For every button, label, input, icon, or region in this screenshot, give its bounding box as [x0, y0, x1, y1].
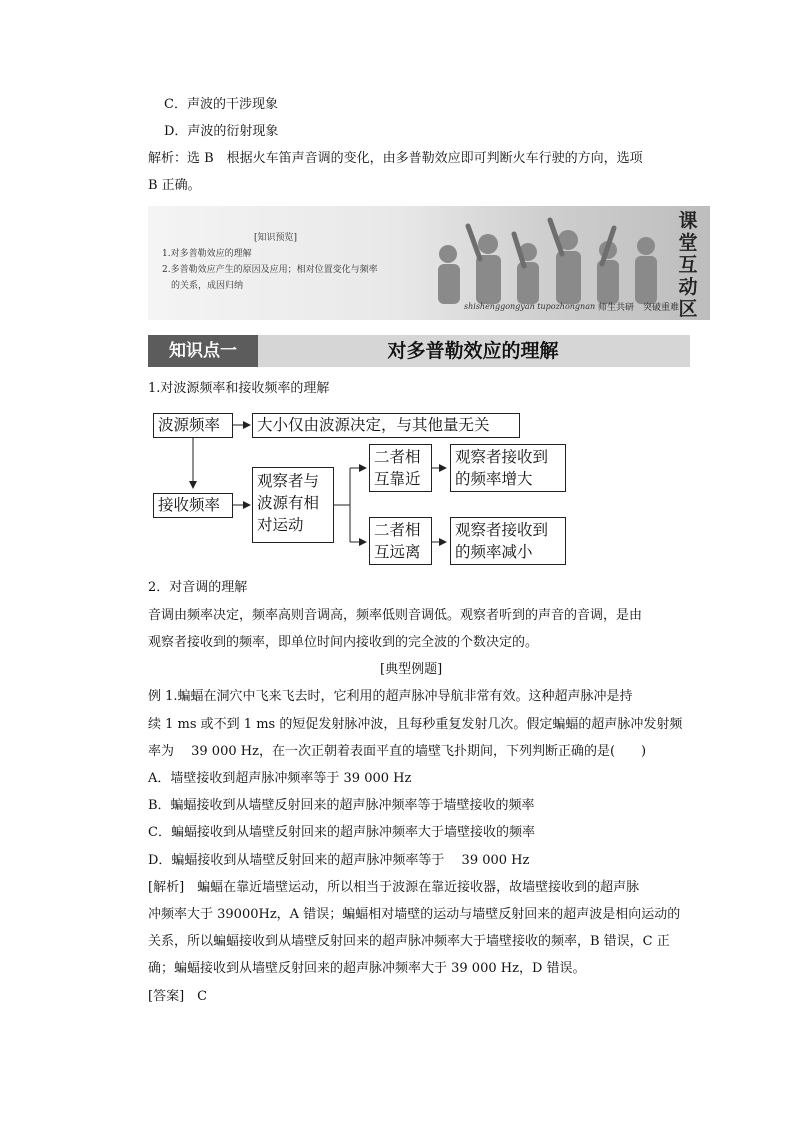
recede-line: 二者相: [374, 521, 421, 539]
banner-title: 课堂互动区: [678, 210, 698, 320]
example-option-d: D．蝙蝠接收到从墙壁反射回来的超声脉冲频率等于 39 000 Hz: [148, 853, 530, 868]
approach-line: 互靠近: [374, 470, 421, 488]
example-option-a: A．墙壁接收到超声脉冲频率等于 39 000 Hz: [148, 771, 412, 786]
recede-result-line: 观察者接收到: [455, 521, 549, 539]
source-frequency-box: [153, 413, 233, 438]
option-c-top: C．声波的干涉现象: [164, 97, 278, 112]
recede-result-box: [450, 517, 566, 565]
banner-motto: 师生共研 突破重难: [598, 303, 680, 313]
knowledge-point-title: 对多普勒效应的理解: [387, 340, 559, 362]
example-heading: [典型例题]: [380, 662, 443, 677]
example-stem: 例 1.蝙蝠在洞穴中飞来飞去时，它利用的超声脉冲导航非常有效。这种超声脉冲是持: [148, 689, 633, 704]
section2-text: 观察者接收到的频率，即单位时间内接收到的完全波的个数决定的。: [148, 635, 539, 650]
example-stem: 率为 39 000 Hz，在一次正朝着表面平直的墙壁飞扑期间，下列判断正确的是( ): [148, 744, 647, 759]
banner-pinyin: shishenggongyan tupozhongnan: [464, 302, 596, 311]
approach-line: 二者相: [374, 448, 421, 466]
source-description-text: 大小仅由波源决定，与其他量无关: [257, 416, 490, 434]
preview-heading: [知识预览]: [254, 233, 298, 243]
example-stem: 续 1 ms 或不到 1 ms 的短促发射脉冲波，且每秒重复发射几次。假定蝙蝠的超声脉冲发射频: [148, 717, 683, 732]
answer: [答案] C: [148, 989, 208, 1004]
option-d-top: D．声波的衍射现象: [164, 124, 279, 139]
approach-result-box: [450, 444, 566, 492]
analysis-line-2: B 正确。: [148, 178, 201, 193]
explanation-line: 冲频率大于 39000Hz，A 错误；蝙蝠相对墙壁的运动与墙壁反射回来的超声波是相向运动的: [148, 907, 681, 922]
receive-frequency-box: [153, 493, 233, 518]
recede-result-line: 的频率减小: [455, 543, 533, 561]
recede-line: 互远离: [374, 543, 421, 561]
preview-item: 的关系，成因归纳: [162, 281, 244, 291]
relative-motion-line: 波源有相: [257, 494, 320, 512]
example-option-c: C．蝙蝠接收到从墙壁反射回来的超声脉冲频率大于墙壁接收的频率: [148, 825, 535, 840]
source-frequency-text: 波源频率: [158, 416, 221, 434]
analysis-line-1: 解析：选 B 根据火车笛声音调的变化，由多普勒效应即可判断火车行驶的方向，选项: [148, 151, 643, 166]
approach-result-line: 的频率增大: [455, 470, 533, 488]
receive-frequency-text: 接收频率: [158, 496, 221, 514]
section1-heading: 1.对波源频率和接收频率的理解: [148, 381, 330, 396]
preview-item: 1.对多普勒效应的理解: [162, 249, 252, 259]
approach-result-line: 观察者接收到: [455, 448, 549, 466]
explanation-line: [解析] 蝙蝠在靠近墙壁运动，所以相当于波源在靠近接收器，故墙壁接收到的超声脉: [148, 880, 640, 895]
approach-box: [369, 444, 432, 492]
recede-box: [369, 517, 432, 565]
relative-motion-box: [252, 467, 334, 543]
preview-item: 2.多普勒效应产生的原因及应用；相对位置变化与频率: [162, 265, 378, 275]
explanation-line: 确；蝙蝠接收到从墙壁反射回来的超声脉冲频率大于 39 000 Hz，D 错误。: [148, 961, 586, 976]
section2-text: 音调由频率决定，频率高则音调高，频率低则音调低。观察者听到的声音的音调，是由: [148, 608, 643, 623]
explanation-line: 关系，所以蝙蝠接收到从墙壁反射回来的超声脉冲频率大于墙壁接收的频率，B 错误，C 正: [148, 934, 670, 949]
knowledge-point-label: 知识点一: [148, 335, 258, 367]
source-description-box: [252, 413, 520, 438]
example-option-b: B．蝙蝠接收到从墙壁反射回来的超声脉冲频率等于墙壁接收的频率: [148, 798, 535, 813]
relative-motion-line: 观察者与: [257, 472, 320, 490]
relative-motion-line: 对运动: [257, 516, 304, 534]
section2-heading: 2．对音调的理解: [148, 580, 248, 595]
